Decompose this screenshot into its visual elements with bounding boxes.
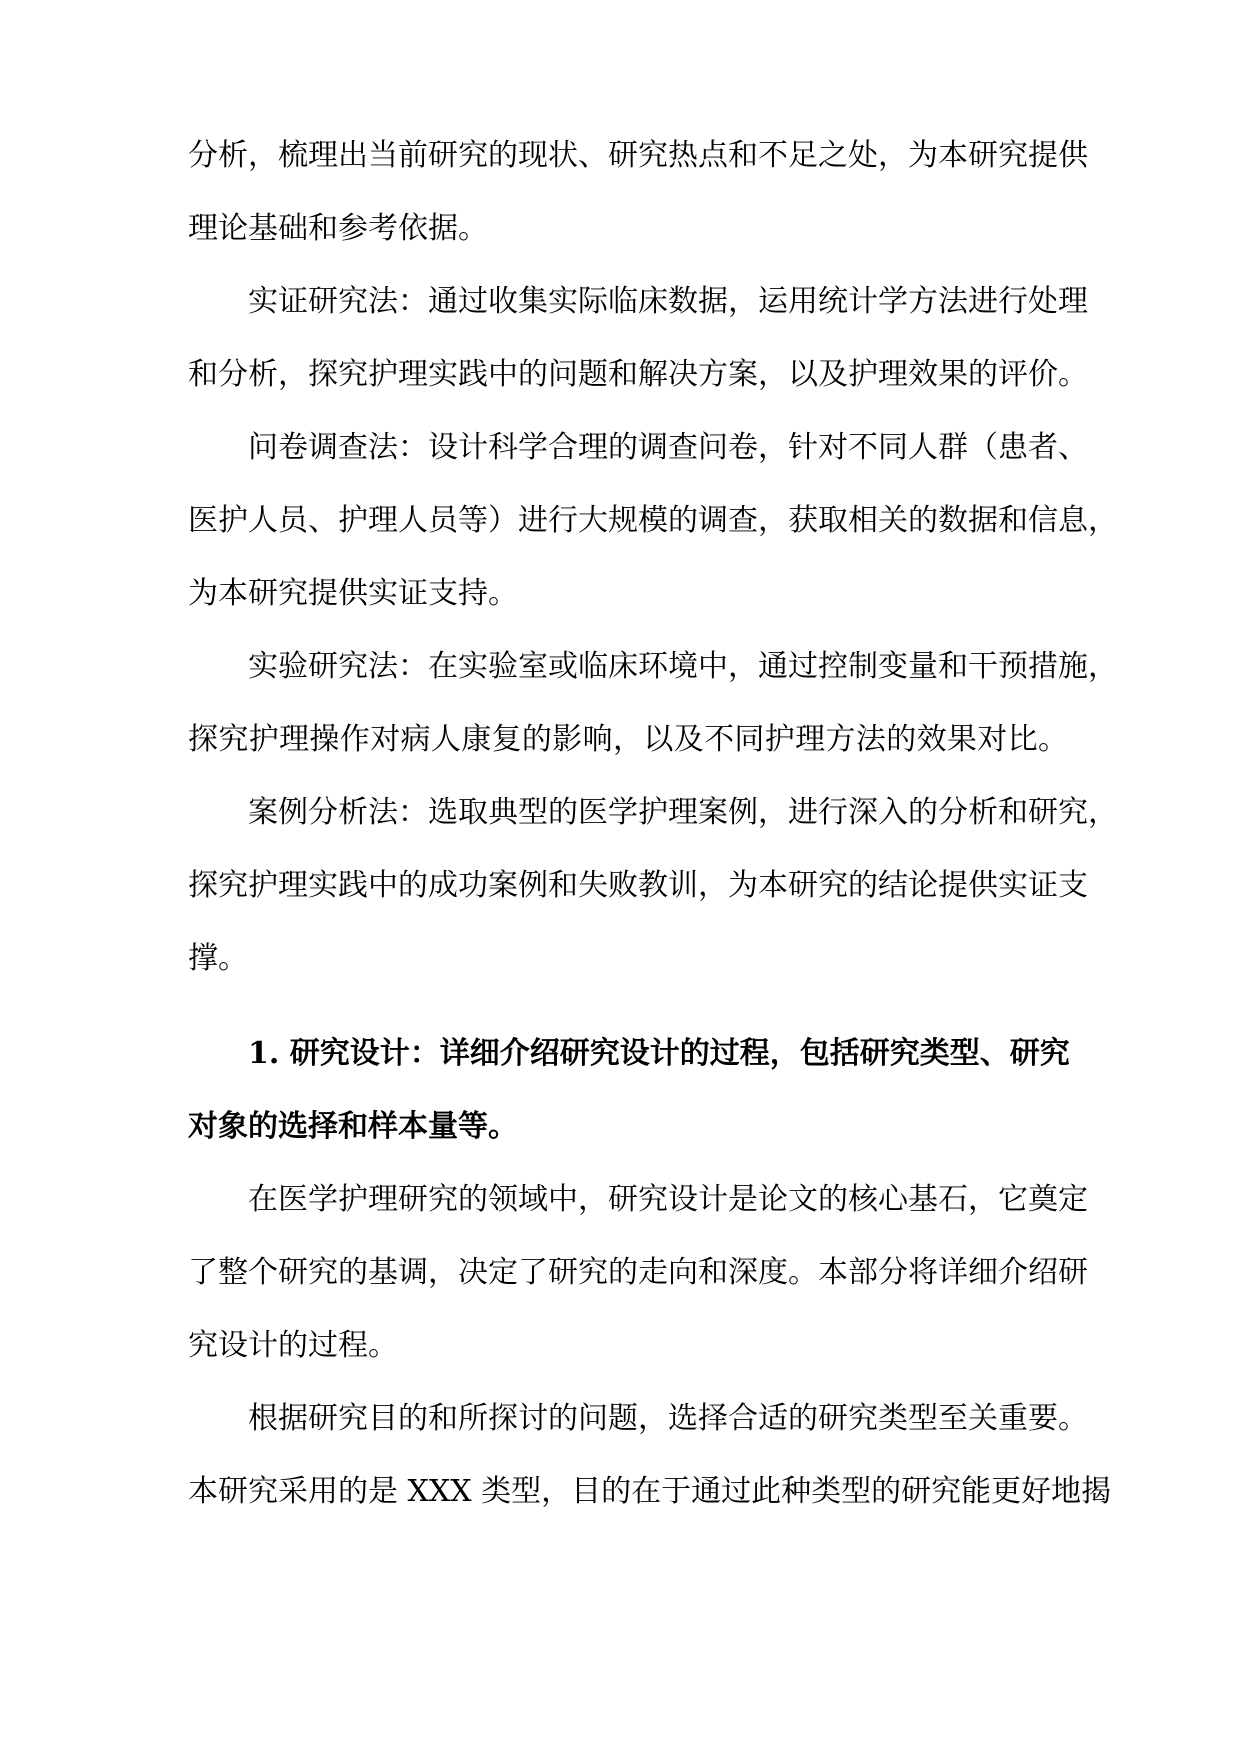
paragraph-line: 问卷调查法：设计科学合理的调查问卷，针对不同人群（患者、 [248,430,1088,465]
paragraph-line: 实证研究法：通过收集实际临床数据，运用统计学方法进行处理 [248,284,1088,319]
paragraph-line: 了整个研究的基调，决定了研究的走向和深度。本部分将详细介绍研 [188,1255,1088,1290]
paragraph-line: 案例分析法：选取典型的医学护理案例，进行深入的分析和研究， [248,795,1118,830]
paragraph-line: 探究护理操作对病人康复的影响，以及不同护理方法的效果对比。 [188,722,1068,757]
paragraph-line: 究设计的过程。 [188,1328,398,1363]
paragraph-line: 为本研究提供实证支持。 [188,576,518,611]
section-heading-line: 1. 研究设计：详细介绍研究设计的过程，包括研究类型、研究 [248,1036,1070,1071]
section-heading-line: 对象的选择和样本量等。 [188,1109,518,1144]
paragraph-line: 本研究采用的是 XXX 类型，目的在于通过此种类型的研究能更好地揭 [188,1474,1112,1509]
paragraph-line: 理论基础和参考依据。 [188,211,488,246]
paragraph-line: 探究护理实践中的成功案例和失败教训，为本研究的结论提供实证支 [188,868,1088,903]
paragraph-line: 分析，梳理出当前研究的现状、研究热点和不足之处，为本研究提供 [188,138,1088,173]
paragraph-line: 医护人员、护理人员等）进行大规模的调查，获取相关的数据和信息， [188,503,1118,538]
paragraph-line: 在医学护理研究的领域中，研究设计是论文的核心基石，它奠定 [248,1182,1088,1217]
paragraph-line: 和分析，探究护理实践中的问题和解决方案，以及护理效果的评价。 [188,357,1088,392]
paragraph-line: 撑。 [188,941,248,976]
paragraph-line: 实验研究法：在实验室或临床环境中，通过控制变量和干预措施， [248,649,1118,684]
paragraph-line: 根据研究目的和所探讨的问题，选择合适的研究类型至关重要。 [248,1401,1088,1436]
